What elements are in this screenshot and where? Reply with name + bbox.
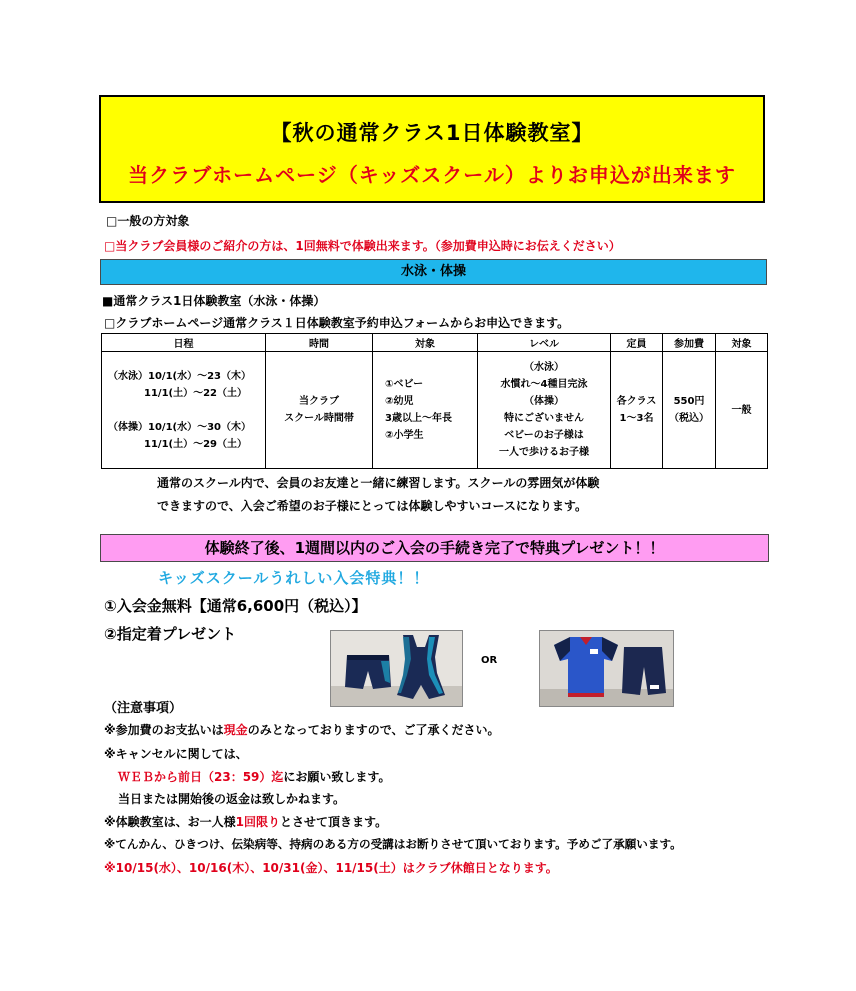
description-line-2: できますので、入会ご希望のお子様にとっては体験しやすいコースになります。 — [157, 499, 587, 513]
schedule-table — [101, 333, 768, 469]
note-cancel — [118, 768, 390, 785]
cell-audience: 一般 — [716, 352, 768, 469]
level-line-3: （体操） — [524, 396, 564, 407]
date-gym-1: （体操）10/1(水）～30（木） — [108, 421, 252, 433]
time-line-1: 当クラブ — [299, 396, 339, 407]
bonus-heading: キッズスクールうれしい入会特典！！ — [158, 569, 430, 587]
notes-heading: （注意事項） — [104, 701, 183, 716]
target-line-2: ②幼児 — [385, 396, 414, 407]
header-target: 対象 — [373, 334, 478, 352]
cell-fee — [663, 352, 716, 469]
page-title: 【秋の通常クラス1日体験教室】 — [270, 121, 594, 145]
note-payment — [104, 721, 499, 738]
header-schedule: 日程 — [102, 334, 266, 352]
time-line-2: スクール時間帯 — [284, 413, 354, 424]
description-line-1: 通常のスクール内で、会員のお友達と一緒に練習します。スクールの雰囲気が体験 — [157, 476, 600, 490]
general-audience: □一般の方対象 — [106, 214, 190, 228]
swimsuit-photo — [330, 630, 463, 707]
note-payment-pre: ※参加費のお支払いは — [104, 723, 224, 737]
level-line-5: ベビーのお子様は — [504, 430, 584, 441]
date-swim-1: （水泳）10/1(水）～23（木） — [108, 370, 252, 382]
note-payment-post: のみとなっておりますので、ご了承ください。 — [247, 723, 500, 737]
note-once-post: とさせて頂きます。 — [280, 815, 388, 829]
fee-line-2: （税込） — [669, 413, 709, 424]
note-cancel-deadline: ＷＥＢから前日（23：59）迄 — [118, 770, 284, 784]
target-line-1: ①ベビー — [385, 379, 424, 390]
cell-time — [266, 352, 373, 469]
section-bar: 水泳・体操 — [100, 259, 767, 285]
level-line-4: 特にございません — [504, 413, 584, 424]
date-gym-2: 11/1(土）～29（土） — [144, 438, 248, 450]
header-level: レベル — [478, 334, 611, 352]
note-payment-cash: 現金 — [223, 723, 248, 737]
gym-uniform-photo — [539, 630, 674, 707]
level-line-1: （水泳） — [524, 362, 564, 373]
note-closed-days: ※10/15(水）、10/16(木）、10/31(金）、11/15(土）はクラブ休館日となります。 — [104, 861, 558, 875]
capacity-line-2: 1～3名 — [619, 413, 654, 424]
bonus-item-1: ①入会金無料【通常6,600円（税込）】 — [104, 597, 367, 615]
bonus-item-2: ②指定着プレゼント — [104, 625, 237, 643]
level-line-6: 一人で歩けるお子様 — [499, 447, 589, 458]
header-capacity: 定員 — [611, 334, 663, 352]
note-cancel-head: ※キャンセルに関しては、 — [104, 747, 248, 761]
class-heading: ■通常クラス1日体験教室（水泳・体操） — [102, 294, 326, 308]
cell-capacity — [611, 352, 663, 469]
target-line-4: ②小学生 — [385, 430, 424, 441]
table-row — [102, 352, 768, 469]
header-time: 時間 — [266, 334, 373, 352]
target-line-3: 3歳以上～年長 — [385, 413, 452, 424]
cell-target — [373, 352, 478, 469]
or-label: OR — [481, 655, 498, 666]
note-refund: 当日または開始後の返金は致しかねます。 — [118, 792, 346, 806]
page-subtitle: 当クラブホームページ（キッズスクール）よりお申込が出来ます — [128, 163, 736, 187]
note-once-pre: ※体験教室は、お一人様 — [104, 815, 236, 829]
title-banner — [99, 95, 765, 203]
benefit-bar: 体験終了後、1週間以内のご入会の手続き完了で特典プレゼント！！ — [100, 534, 769, 562]
fee-line-1: 550円 — [673, 396, 705, 407]
header-fee: 参加費 — [663, 334, 716, 352]
member-note: □当クラブ会員様のご紹介の方は、1回無料で体験出来ます。（参加費申込時にお伝えください） — [104, 239, 621, 253]
header-audience: 対象 — [716, 334, 768, 352]
note-once-limit: 1回限り — [235, 815, 281, 829]
level-line-2: 水慣れ～4種目完泳 — [500, 379, 588, 390]
table-header-row — [102, 334, 768, 352]
note-illness: ※てんかん、ひきつけ、伝染病等、持病のある方の受講はお断りさせて頂いております。予めご了承願います。 — [104, 837, 682, 851]
capacity-line-1: 各クラス — [616, 396, 657, 407]
cell-schedule — [102, 352, 266, 469]
apply-note: □クラブホームページ通常クラス１日体験教室予約申込フォームからお申込できます。 — [104, 316, 570, 330]
cell-level — [478, 352, 611, 469]
note-once — [104, 813, 387, 830]
date-swim-2: 11/1(土）～22（土） — [144, 387, 248, 399]
note-cancel-post: にお願い致します。 — [283, 770, 391, 784]
